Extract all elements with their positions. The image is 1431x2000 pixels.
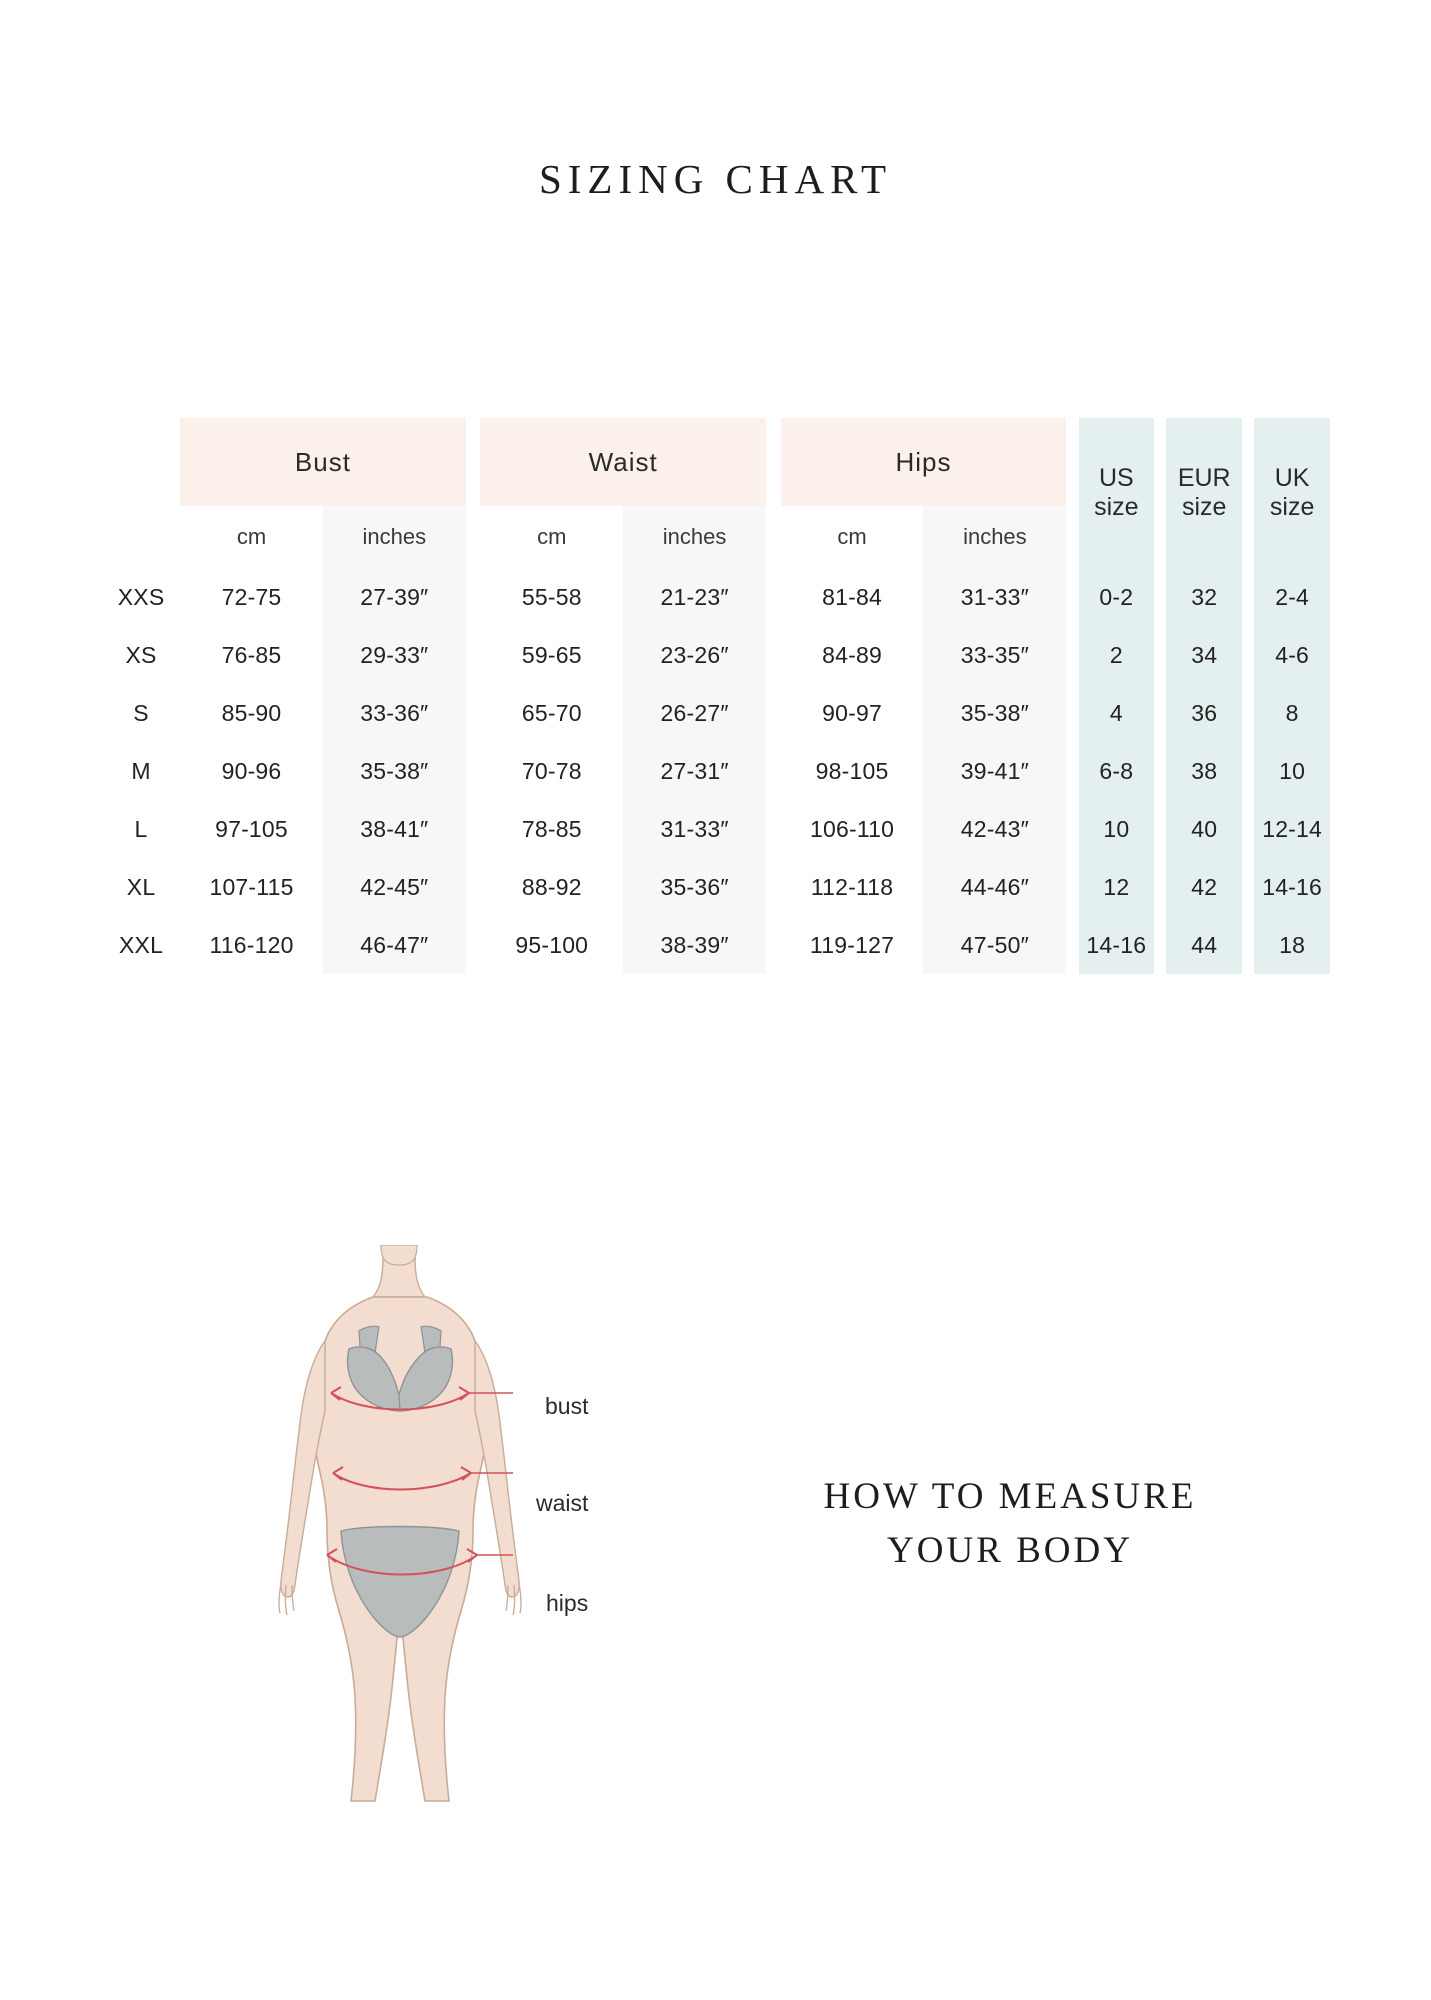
cell-bust-cm: 72-75 (180, 568, 323, 626)
cell-uk-size: 8 (1254, 684, 1330, 742)
cell-bust-inches: 35-38″ (323, 742, 466, 800)
row-size-label: L (102, 800, 180, 858)
spacer (466, 626, 481, 684)
group-header-row (102, 418, 1330, 506)
cell-uk-size: 18 (1254, 916, 1330, 974)
spacer (1066, 916, 1078, 974)
cell-eur-size: 38 (1166, 742, 1242, 800)
how-to-measure-heading (700, 1470, 1320, 1577)
cell-waist-cm: 78-85 (480, 800, 623, 858)
spacer (1154, 916, 1166, 974)
cell-us-size: 0-2 (1079, 568, 1155, 626)
spacer (1066, 858, 1078, 916)
cell-hips-cm: 119-127 (781, 916, 924, 974)
spacer (1242, 858, 1254, 916)
unit-hips-inches: inches (923, 506, 1066, 568)
spacer (466, 418, 481, 506)
spacer (766, 684, 781, 742)
table-row (102, 684, 1330, 742)
cell-uk-size: 14-16 (1254, 858, 1330, 916)
spacer (466, 684, 481, 742)
cell-bust-inches: 38-41″ (323, 800, 466, 858)
spacer (466, 916, 481, 974)
spacer (766, 800, 781, 858)
label-hips: hips (546, 1590, 589, 1616)
spacer (1242, 506, 1254, 568)
cell-bust-inches: 46-47″ (323, 916, 466, 974)
cell-waist-inches: 26-27″ (623, 684, 766, 742)
cell-waist-inches: 21-23″ (623, 568, 766, 626)
spacer (1066, 568, 1078, 626)
cell-waist-inches: 35-36″ (623, 858, 766, 916)
table-row (102, 568, 1330, 626)
unit-corner (102, 506, 180, 568)
cell-hips-inches: 33-35″ (923, 626, 1066, 684)
spacer (766, 916, 781, 974)
cell-waist-cm: 55-58 (480, 568, 623, 626)
cell-eur-size: 40 (1166, 800, 1242, 858)
spacer (466, 800, 481, 858)
unit-waist-cm: cm (480, 506, 623, 568)
cell-uk-size: 2-4 (1254, 568, 1330, 626)
uk-head-line1: UK (1274, 463, 1310, 492)
cell-uk-size: 10 (1254, 742, 1330, 800)
row-size-label: XL (102, 858, 180, 916)
spacer (766, 742, 781, 800)
cell-hips-inches: 31-33″ (923, 568, 1066, 626)
cell-bust-cm: 107-115 (180, 858, 323, 916)
spacer (1154, 418, 1166, 506)
cell-hips-inches: 42-43″ (923, 800, 1066, 858)
spacer (766, 568, 781, 626)
group-header-us (1079, 418, 1155, 568)
cell-hips-cm: 81-84 (781, 568, 924, 626)
female-body-figure-svg (255, 1245, 645, 1825)
cell-waist-cm: 59-65 (480, 626, 623, 684)
cell-bust-cm: 85-90 (180, 684, 323, 742)
cell-bust-inches: 27-39″ (323, 568, 466, 626)
eur-head-line1: EUR (1177, 463, 1231, 492)
cell-bust-cm: 76-85 (180, 626, 323, 684)
cell-eur-size: 34 (1166, 626, 1242, 684)
cell-hips-inches: 39-41″ (923, 742, 1066, 800)
spacer (766, 506, 781, 568)
how-to-measure-line2: YOUR BODY (887, 1529, 1133, 1571)
group-header-hips: Hips (781, 418, 1067, 506)
cell-bust-cm: 116-120 (180, 916, 323, 974)
cell-waist-cm: 95-100 (480, 916, 623, 974)
spacer (1154, 858, 1166, 916)
cell-hips-cm: 84-89 (781, 626, 924, 684)
spacer (1066, 742, 1078, 800)
us-head-line1: US (1098, 463, 1134, 492)
row-size-label: S (102, 684, 180, 742)
table-body (102, 568, 1330, 974)
spacer (1242, 568, 1254, 626)
label-waist: waist (536, 1490, 589, 1516)
cell-bust-inches: 29-33″ (323, 626, 466, 684)
cell-bust-cm: 97-105 (180, 800, 323, 858)
unit-bust-cm: cm (180, 506, 323, 568)
cell-waist-cm: 65-70 (480, 684, 623, 742)
spacer (1154, 626, 1166, 684)
table-head (102, 418, 1330, 568)
spacer (1154, 568, 1166, 626)
page-title: SIZING CHART (538, 156, 893, 202)
sizing-table-container (102, 418, 1330, 974)
spacer (1154, 800, 1166, 858)
table-row (102, 800, 1330, 858)
cell-waist-cm: 70-78 (480, 742, 623, 800)
measure-section (0, 1230, 1431, 1830)
spacer (1242, 626, 1254, 684)
spacer (1242, 916, 1254, 974)
spacer (1066, 506, 1078, 568)
cell-hips-inches: 44-46″ (923, 858, 1066, 916)
spacer (766, 418, 781, 506)
group-header-uk (1254, 418, 1330, 568)
spacer (1242, 800, 1254, 858)
cell-eur-size: 42 (1166, 858, 1242, 916)
spacer (1066, 626, 1078, 684)
cell-eur-size: 44 (1166, 916, 1242, 974)
cell-uk-size: 4-6 (1254, 626, 1330, 684)
row-size-label: XXS (102, 568, 180, 626)
label-bust: bust (545, 1393, 589, 1419)
corner-cell (102, 418, 180, 506)
cell-us-size: 2 (1079, 626, 1155, 684)
row-size-label: XS (102, 626, 180, 684)
how-to-measure-line1: HOW TO MEASURE (823, 1476, 1197, 1517)
spacer (466, 858, 481, 916)
cell-hips-cm: 106-110 (781, 800, 924, 858)
spacer (1066, 684, 1078, 742)
table-row (102, 858, 1330, 916)
cell-hips-cm: 98-105 (781, 742, 924, 800)
cell-us-size: 6-8 (1079, 742, 1155, 800)
unit-bust-inches: inches (323, 506, 466, 568)
cell-waist-cm: 88-92 (480, 858, 623, 916)
row-size-label: XXL (102, 916, 180, 974)
uk-head-line2: size (1269, 493, 1315, 521)
cell-bust-inches: 42-45″ (323, 858, 466, 916)
cell-waist-inches: 23-26″ (623, 626, 766, 684)
cell-us-size: 14-16 (1079, 916, 1155, 974)
spacer (1154, 506, 1166, 568)
cell-eur-size: 32 (1166, 568, 1242, 626)
table-row (102, 626, 1330, 684)
cell-eur-size: 36 (1166, 684, 1242, 742)
cell-waist-inches: 31-33″ (623, 800, 766, 858)
spacer (466, 506, 481, 568)
cell-us-size: 10 (1079, 800, 1155, 858)
cell-hips-cm: 90-97 (781, 684, 924, 742)
cell-hips-inches: 35-38″ (923, 684, 1066, 742)
spacer (1242, 418, 1254, 506)
spacer (766, 626, 781, 684)
spacer (466, 568, 481, 626)
cell-waist-inches: 27-31″ (623, 742, 766, 800)
cell-hips-cm: 112-118 (781, 858, 924, 916)
body-illustration (255, 1245, 645, 1825)
cell-hips-inches: 47-50″ (923, 916, 1066, 974)
spacer (1242, 684, 1254, 742)
group-header-waist: Waist (480, 418, 766, 506)
spacer (1066, 418, 1078, 506)
cell-bust-cm: 90-96 (180, 742, 323, 800)
unit-waist-inches: inches (623, 506, 766, 568)
spacer (1154, 742, 1166, 800)
cell-uk-size: 12-14 (1254, 800, 1330, 858)
cell-bust-inches: 33-36″ (323, 684, 466, 742)
spacer (1242, 742, 1254, 800)
spacer (466, 742, 481, 800)
eur-head-line2: size (1181, 493, 1227, 521)
spacer (766, 858, 781, 916)
group-header-eur (1166, 418, 1242, 568)
cell-waist-inches: 38-39″ (623, 916, 766, 974)
table-row (102, 916, 1330, 974)
table-row (102, 742, 1330, 800)
cell-us-size: 12 (1079, 858, 1155, 916)
sizing-table (102, 418, 1330, 974)
unit-hips-cm: cm (781, 506, 924, 568)
group-header-bust: Bust (180, 418, 466, 506)
spacer (1066, 800, 1078, 858)
spacer (1154, 684, 1166, 742)
us-head-line2: size (1094, 493, 1139, 521)
row-size-label: M (102, 742, 180, 800)
cell-us-size: 4 (1079, 684, 1155, 742)
